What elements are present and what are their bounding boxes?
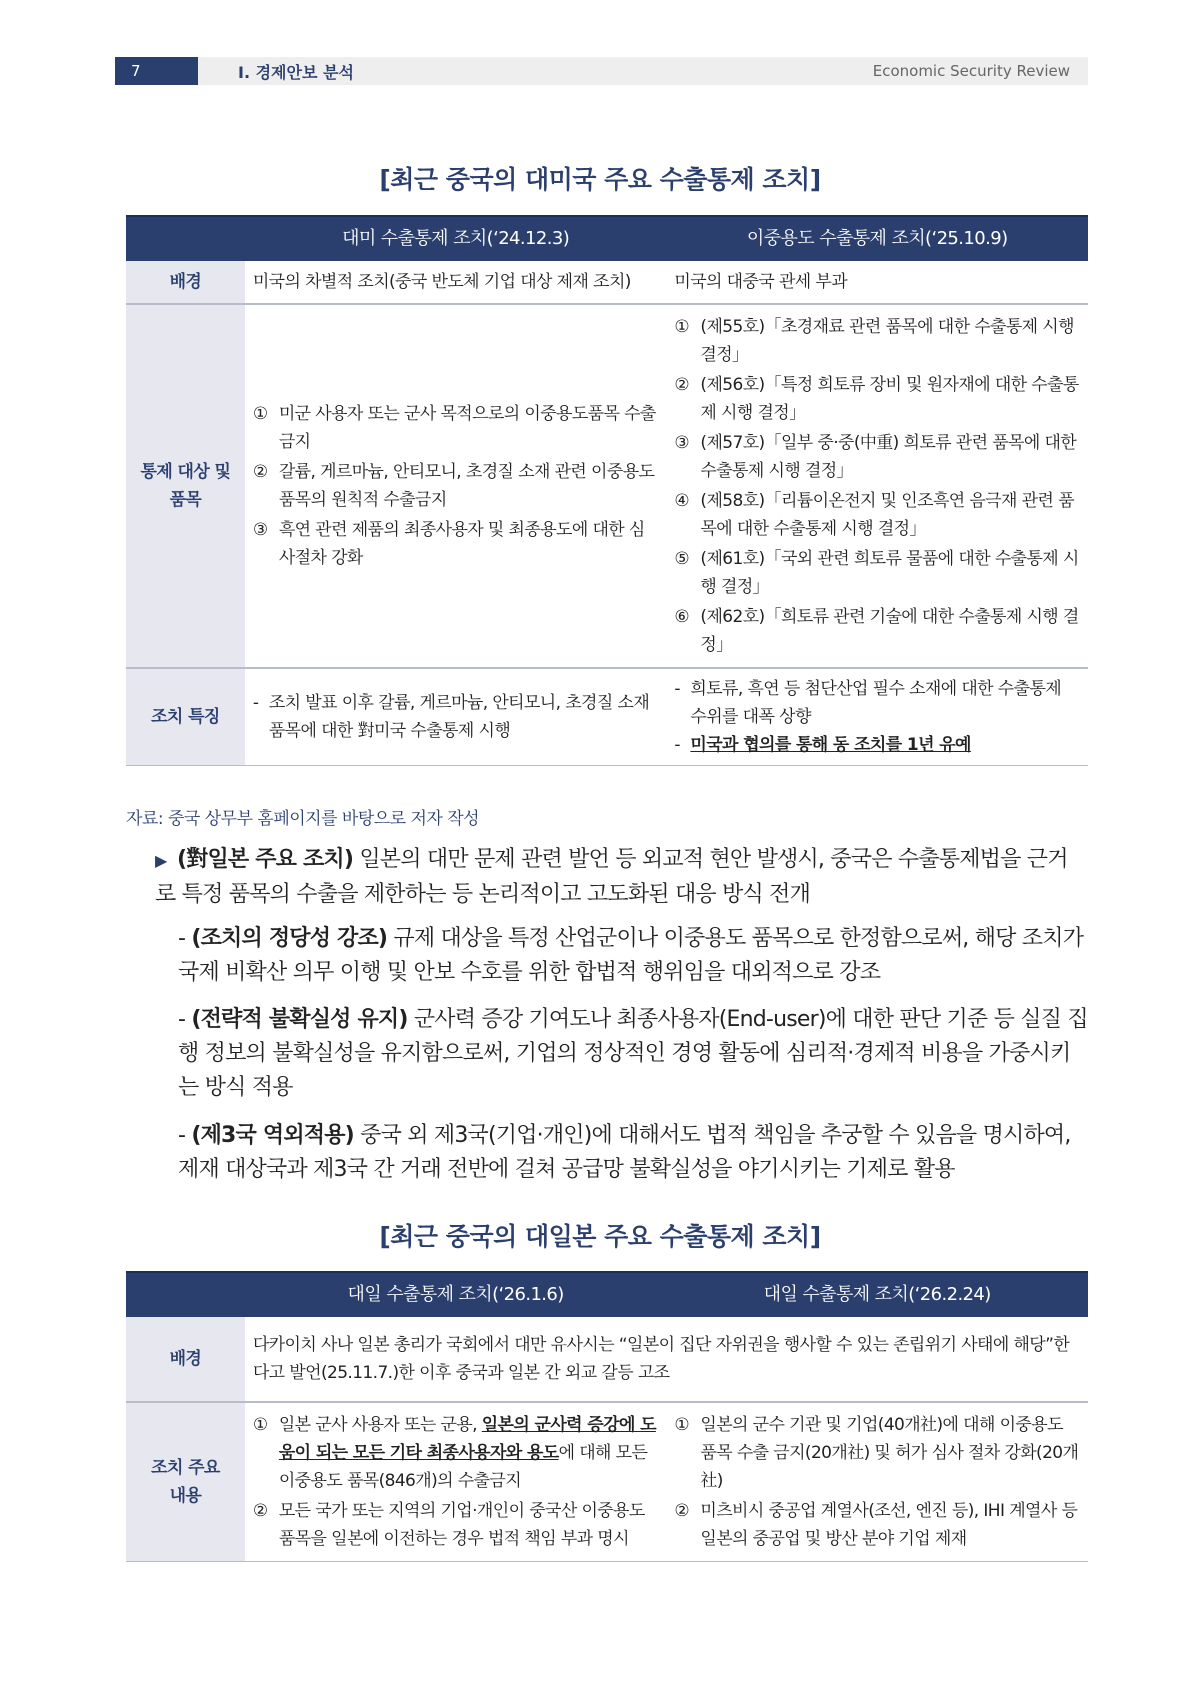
item-text: 미츠비시 중공업 계열사(조선, 엔진 등), IHI 계열사 등 일본의 중공업 및 방산 분야 기업 제재 xyxy=(700,1501,1078,1549)
table1-row-background xyxy=(126,261,1088,304)
list-item xyxy=(674,313,1080,369)
bullet-text: 일본의 대만 문제 관련 발언 등 외교적 현안 발생시, 중국은 수출통제법을 근거로 특정 품목의 수출을 제한하는 등 논리적이고 고도화된 대응 방식 전개 xyxy=(155,847,1068,907)
section-title: Ⅰ. 경제안보 분석 xyxy=(238,62,354,82)
list-item xyxy=(674,487,1080,543)
item-number: ② xyxy=(252,462,268,482)
list-item xyxy=(253,1497,659,1553)
table2-title: [최근 중국의 대일본 주요 수출통제 조치] xyxy=(379,1222,821,1251)
table1-us-export-controls xyxy=(126,215,1088,766)
list-item xyxy=(674,1411,1080,1495)
main-bullet xyxy=(155,843,1088,912)
item-number: ④ xyxy=(674,491,690,511)
item-number: ③ xyxy=(252,520,268,540)
item-text: 희토류, 흑연 등 첨단산업 필수 소재에 대한 수출통제 수위를 대폭 상향 xyxy=(690,679,1062,727)
row-label xyxy=(126,1402,245,1562)
item-number: ⑤ xyxy=(674,549,690,569)
item-number: ② xyxy=(252,1501,268,1521)
item-number: ⑥ xyxy=(674,607,690,627)
table1-header-col1: 대미 수출통제 조치(‘24.12.3) xyxy=(245,216,667,261)
item-text: 일본 군사 사용자 또는 군용, xyxy=(278,1415,482,1435)
sub-bullet: - (제3국 역외적용) 중국 외 제3국(기업·개인)에 대해서도 법적 책임을 추궁할 수 있음을 명시하여, 제재 대상국과 제3국 간 거래 전반에 걸쳐 공급망 불확실성을 야기시키는 기제로 활용 xyxy=(178,1123,1071,1182)
item-number: ③ xyxy=(674,433,690,453)
page-number: 7 xyxy=(115,57,198,85)
item-text: 에 대해 모든 이중용도 품목(846개)의 수출금지 xyxy=(278,1443,648,1491)
cell xyxy=(666,668,1088,766)
item-text: (제57호)「일부 중·중(中重) 희토류 관련 품목에 대한 수출통제 시행 결정」 xyxy=(700,433,1077,481)
table1-title: [최근 중국의 대미국 주요 수출통제 조치] xyxy=(379,165,821,194)
table2-header-row xyxy=(126,1272,1088,1317)
row-label-line: 조치 주요 xyxy=(151,1458,220,1478)
item-text-emphasis: 일본의 군사력 증강에 도움이 되는 모든 기타 최종사용자와 용도 xyxy=(278,1415,656,1463)
table1-header-col2: 이중용도 수출통제 조치(‘25.10.9) xyxy=(666,216,1088,261)
item-text: 갈륨, 게르마늄, 안티모니, 초경질 소재 관련 이중용도품목의 원칙적 수출금지 xyxy=(278,462,655,510)
sub-heading: (조치의 정당성 강조) xyxy=(191,926,388,951)
item-text: (제62호)「희토류 관련 기술에 대한 수출통제 시행 결정」 xyxy=(700,607,1079,655)
table2-header-blank xyxy=(126,1272,245,1317)
sub-bullet: - (전략적 불확실성 유지) 군사력 증강 기여도나 최종사용자(End-user)에 대한 판단 기준 등 실질 집행 정보의 불확실성을 유지함으로써, 기업의 정상적인 경영 활동에 심리적·경제적 비용을 가중시키는 방식 적용 xyxy=(178,1007,1088,1100)
row-label-line: 품목 xyxy=(169,490,202,510)
item-text: 모든 국가 또는 지역의 기업·개인이 중국산 이중용도품목을 일본에 이전하는 경우 법적 책임 부과 명시 xyxy=(278,1501,645,1549)
row-label: 배경 xyxy=(126,261,245,304)
list-item xyxy=(253,458,659,514)
item-number: ① xyxy=(252,404,268,424)
sub-heading: (전략적 불확실성 유지) xyxy=(191,1007,408,1032)
item-text-emphasis: 미국과 협의를 통해 동 조치를 1년 유예 xyxy=(690,735,971,755)
cell xyxy=(245,1402,667,1562)
sub-heading: (제3국 역외적용) xyxy=(191,1123,354,1148)
table2-row-background xyxy=(126,1317,1088,1402)
item-text: (제55호)「초경재료 관련 품목에 대한 수출통제 시행 결정」 xyxy=(700,317,1074,365)
cell: 미국의 대중국 관세 부과 xyxy=(666,261,1088,304)
page-header xyxy=(115,57,1088,85)
list-item xyxy=(253,516,659,572)
bullet-heading: (對일본 주요 조치) xyxy=(177,847,354,872)
list-item xyxy=(674,429,1080,485)
list-item xyxy=(253,1411,659,1495)
journal-name: Economic Security Review xyxy=(872,62,1070,80)
item-text: (제61호)「국외 관련 희토류 물품에 대한 수출통제 시행 결정」 xyxy=(700,549,1079,597)
list-item xyxy=(253,400,659,456)
row-label xyxy=(126,304,245,668)
table1-row-features xyxy=(126,668,1088,766)
table1-header-blank xyxy=(126,216,245,261)
item-number: ② xyxy=(674,375,690,395)
table2-japan-export-controls xyxy=(126,1271,1088,1562)
item-text: 일본의 군수 기관 및 기업(40개社)에 대해 이중용도 품목 수출 금지(20개社) 및 허가 심사 절차 강화(20개社) xyxy=(700,1415,1079,1491)
cell: 미국의 차별적 조치(중국 반도체 기업 대상 제재 조치) xyxy=(245,261,667,304)
cell-dualuse-targets xyxy=(666,304,1088,668)
cell xyxy=(245,668,667,766)
triangle-bullet-icon: ▶ xyxy=(155,851,167,870)
sub-text: 중국 외 제3국(기업·개인)에 대해서도 법적 책임을 추궁할 수 있음을 명시하여, 제재 대상국과 제3국 간 거래 전반에 걸쳐 공급망 불확실성을 야기시키는 기제로 활용 xyxy=(178,1123,1071,1182)
item-text: 미군 사용자 또는 군사 목적으로의 이중용도품목 수출금지 xyxy=(278,404,656,452)
table1-row-targets xyxy=(126,304,1088,668)
cell xyxy=(666,1402,1088,1562)
item-text: (제58호)「리튬이온전지 및 인조흑연 음극재 관련 품목에 대한 수출통제 시행 결정」 xyxy=(700,491,1074,539)
dash-item: - 미국과 협의를 통해 동 조치를 1년 유예 xyxy=(674,731,1080,759)
list-item xyxy=(674,371,1080,427)
cell-us-targets xyxy=(245,304,667,668)
row-label: 조치 특징 xyxy=(126,668,245,766)
item-text: (제56호)「특정 희토류 장비 및 원자재에 대한 수출통제 시행 결정」 xyxy=(700,375,1079,423)
item-number: ① xyxy=(674,317,690,337)
sub-text: 규제 대상을 특정 산업군이나 이중용도 품목으로 한정함으로써, 해당 조치가 국제 비확산 의무 이행 및 안보 수호를 위한 합법적 행위임을 대외적으로 강조 xyxy=(178,926,1084,985)
table2-header-col2: 대일 수출통제 조치(‘26.2.24) xyxy=(666,1272,1088,1317)
row-label-line: 내용 xyxy=(169,1486,202,1506)
sub-bullet: - (조치의 정당성 강조) 규제 대상을 특정 산업군이나 이중용도 품목으로 한정함으로써, 해당 조치가 국제 비확산 의무 이행 및 안보 수호를 위한 합법적 행위임을 대외적으로 강조 xyxy=(178,926,1084,985)
item-text: 흑연 관련 제품의 최종사용자 및 최종용도에 대한 심사절차 강화 xyxy=(278,520,645,568)
item-number: ② xyxy=(674,1501,690,1521)
table2-header-col1: 대일 수출통제 조치(‘26.1.6) xyxy=(245,1272,667,1317)
item-number: ① xyxy=(674,1415,690,1435)
item-number: ① xyxy=(252,1415,268,1435)
row-label-line: 통제 대상 및 xyxy=(140,462,231,482)
list-item xyxy=(674,603,1080,659)
dash-item: - 조치 발표 이후 갈륨, 게르마늄, 안티모니, 초경질 소재 품목에 대한 對미국 수출통제 시행 xyxy=(253,689,659,745)
list-item xyxy=(674,545,1080,601)
row-label: 배경 xyxy=(126,1317,245,1402)
list-item xyxy=(674,1497,1080,1553)
table2-row-content xyxy=(126,1402,1088,1562)
dash-item: - 희토류, 흑연 등 첨단산업 필수 소재에 대한 수출통제 수위를 대폭 상향 xyxy=(674,675,1080,731)
item-text: 조치 발표 이후 갈륨, 게르마늄, 안티모니, 초경질 소재 품목에 대한 對미국 수출통제 시행 xyxy=(268,693,650,741)
table1-header-row xyxy=(126,216,1088,261)
sub-text: 군사력 증강 기여도나 최종사용자(End-user)에 대한 판단 기준 등 실질 집행 정보의 불확실성을 유지함으로써, 기업의 정상적인 경영 활동에 심리적·경제적 비용을 가중시키는 방식 적용 xyxy=(178,1007,1088,1100)
table1-source: 자료: 중국 상무부 홈페이지를 바탕으로 저자 작성 xyxy=(126,809,480,829)
cell: 다카이치 사나 일본 총리가 국회에서 대만 유사시는 “일본이 집단 자위권을 행사할 수 있는 존립위기 사태에 해당”한다고 발언(25.11.7.)한 이후 중국과 일본 간 외교 갈등 고조 xyxy=(245,1317,1088,1402)
